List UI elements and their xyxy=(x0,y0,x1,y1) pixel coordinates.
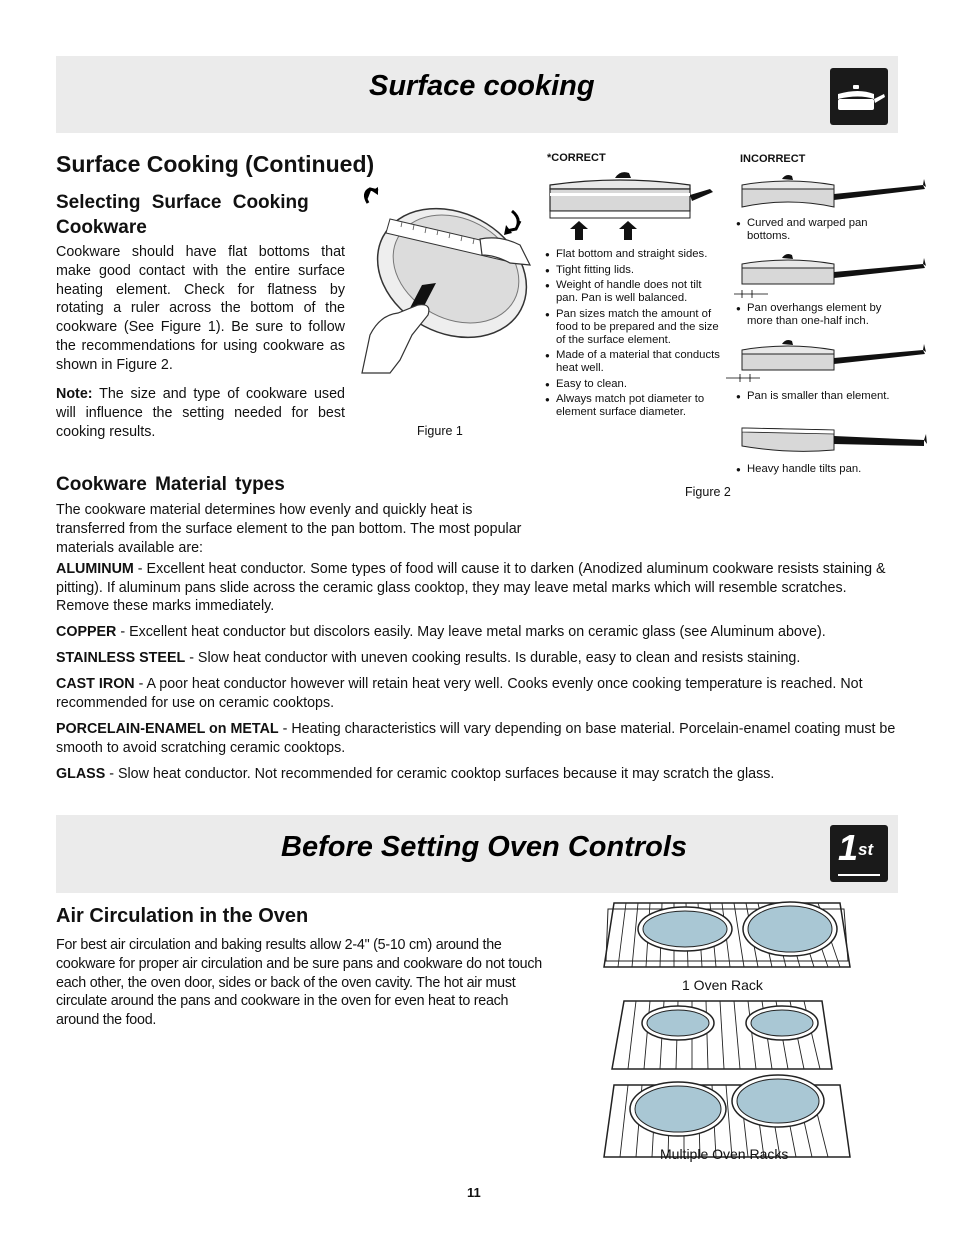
incorrect-label: INCORRECT xyxy=(740,153,806,165)
material-stainless-steel xyxy=(56,649,900,668)
small-pan-illustration xyxy=(738,336,928,386)
incorrect-item: ● Pan is smaller than element. xyxy=(736,390,908,403)
materials-intro: The cookware material determines how evenly and quickly heat is transferred from the surface element to the pan bottom. The most popular materials available are: xyxy=(56,502,522,556)
note-text: The size and type of cookware used will influence the setting needed for best cooking results. xyxy=(56,386,345,440)
figure1-caption: Figure 1 xyxy=(417,424,463,438)
tilted-pan-illustration xyxy=(738,420,928,460)
page-number: 11 xyxy=(467,1185,481,1200)
incorrect-item: ● Heavy handle tilts pan. xyxy=(736,463,908,476)
heading-selecting-cookware: Selecting Surface Cooking Cookware xyxy=(56,192,309,238)
correct-item: ● Always match pot diameter to element surface diameter. xyxy=(545,393,720,419)
material-desc: - A poor heat conductor however will retain heat very well. Cooks evenly once cooking temperature is reached. Not recommended for use on ceramic cooktops. xyxy=(56,676,863,711)
material-porcelain-enamel xyxy=(56,720,900,757)
multiple-oven-racks-illustration xyxy=(600,997,854,1162)
section-title: Before Setting Oven Controls xyxy=(281,831,688,863)
skillet-icon xyxy=(830,68,888,125)
caption-one-oven-rack: 1 Oven Rack xyxy=(682,977,763,993)
heading-air-circulation: Air Circulation in the Oven xyxy=(56,905,309,927)
material-desc: - Slow heat conductor. Not recommended for ceramic cooktop surfaces because it may scratch the glass. xyxy=(105,766,775,782)
curved-pan-illustration xyxy=(738,167,928,217)
material-name: GLASS xyxy=(56,766,106,782)
incorrect-item-2 xyxy=(736,302,908,331)
correct-item: ● Easy to clean. xyxy=(545,378,720,391)
one-oven-rack-illustration xyxy=(600,899,854,971)
note-label: Note: xyxy=(56,386,93,402)
figure1-ruler-illustration xyxy=(360,185,535,375)
section-title: Surface cooking xyxy=(369,70,595,102)
selecting-body: Cookware should have flat bottoms that make good contact with the entire surface heating element. Check for flatness by rotating a ruler across the bottom of the cookware (See Figure 1). Be sure to follow the recommendations for using cookware as shown in Figure 2. xyxy=(56,244,345,373)
incorrect-item: ● Curved and warped pan bottoms. xyxy=(736,217,908,243)
overhang-pan-illustration xyxy=(738,250,928,300)
material-name: COPPER xyxy=(56,624,117,640)
selecting-note xyxy=(56,385,345,441)
caption-multiple-oven-racks: Multiple Oven Racks xyxy=(660,1146,789,1162)
material-desc: - Excellent heat conductor. Some types of food will cause it to darken (Anodized aluminum cookware resists staining & pitting). If aluminum pans slide across the ceramic glass cooktop, they may leave metal marks which will resemble scratches. Remove these marks immediately. xyxy=(56,561,886,615)
incorrect-item-3 xyxy=(736,390,908,406)
correct-item: ● Weight of handle does not tilt pan. Pan is well balanced. xyxy=(545,279,720,305)
material-desc: - Slow heat conductor with uneven cooking results. Is durable, easy to clean and resists staining. xyxy=(185,650,801,666)
correct-label: *CORRECT xyxy=(547,152,606,164)
heading-cookware-material-types: Cookware Material types xyxy=(56,474,285,495)
figure2-caption: Figure 2 xyxy=(685,485,731,499)
material-name: PORCELAIN-ENAMEL on METAL xyxy=(56,721,279,737)
material-copper xyxy=(56,623,900,642)
correct-item: ● Pan sizes match the amount of food to be prepared and the size of the surface element. xyxy=(545,308,720,347)
correct-pan-illustration xyxy=(545,165,720,240)
incorrect-item: ● Pan overhangs element by more than one-half inch. xyxy=(736,302,908,328)
material-desc: - Heating characteristics will vary depending on base material. Porcelain-enamel coating must be smooth to avoid scratching ceramic cooktops. xyxy=(56,721,896,756)
material-name: STAINLESS STEEL xyxy=(56,650,186,666)
correct-item: ● Tight fitting lids. xyxy=(545,264,720,277)
air-circulation-body: For best air circulation and baking results allow 2-4" (5-10 cm) around the cookware for proper air circulation and be sure pans and cookware do not touch each other, the oven door, sides or back of the oven cavity. The hot air must circulate around the pans and cookware in the oven for even heat to reach around the food. xyxy=(56,937,542,1029)
material-glass xyxy=(56,765,900,784)
material-name: ALUMINUM xyxy=(56,561,134,577)
correct-item: ● Made of a material that conducts heat well. xyxy=(545,349,720,375)
correct-item: ● Flat bottom and straight sides. xyxy=(545,248,720,261)
first-badge-icon xyxy=(830,825,888,882)
material-cast-iron xyxy=(56,675,900,712)
material-name: CAST IRON xyxy=(56,676,135,692)
incorrect-item-4 xyxy=(736,463,908,479)
material-aluminum xyxy=(56,560,900,616)
heading-surface-cooking-continued: Surface Cooking (Continued) xyxy=(56,151,375,177)
correct-list xyxy=(545,248,720,422)
badge-text: 1st xyxy=(838,827,874,868)
incorrect-item-1 xyxy=(736,217,908,246)
material-desc: - Excellent heat conductor but discolors easily. May leave metal marks on ceramic glass (see Aluminum above). xyxy=(116,624,826,640)
